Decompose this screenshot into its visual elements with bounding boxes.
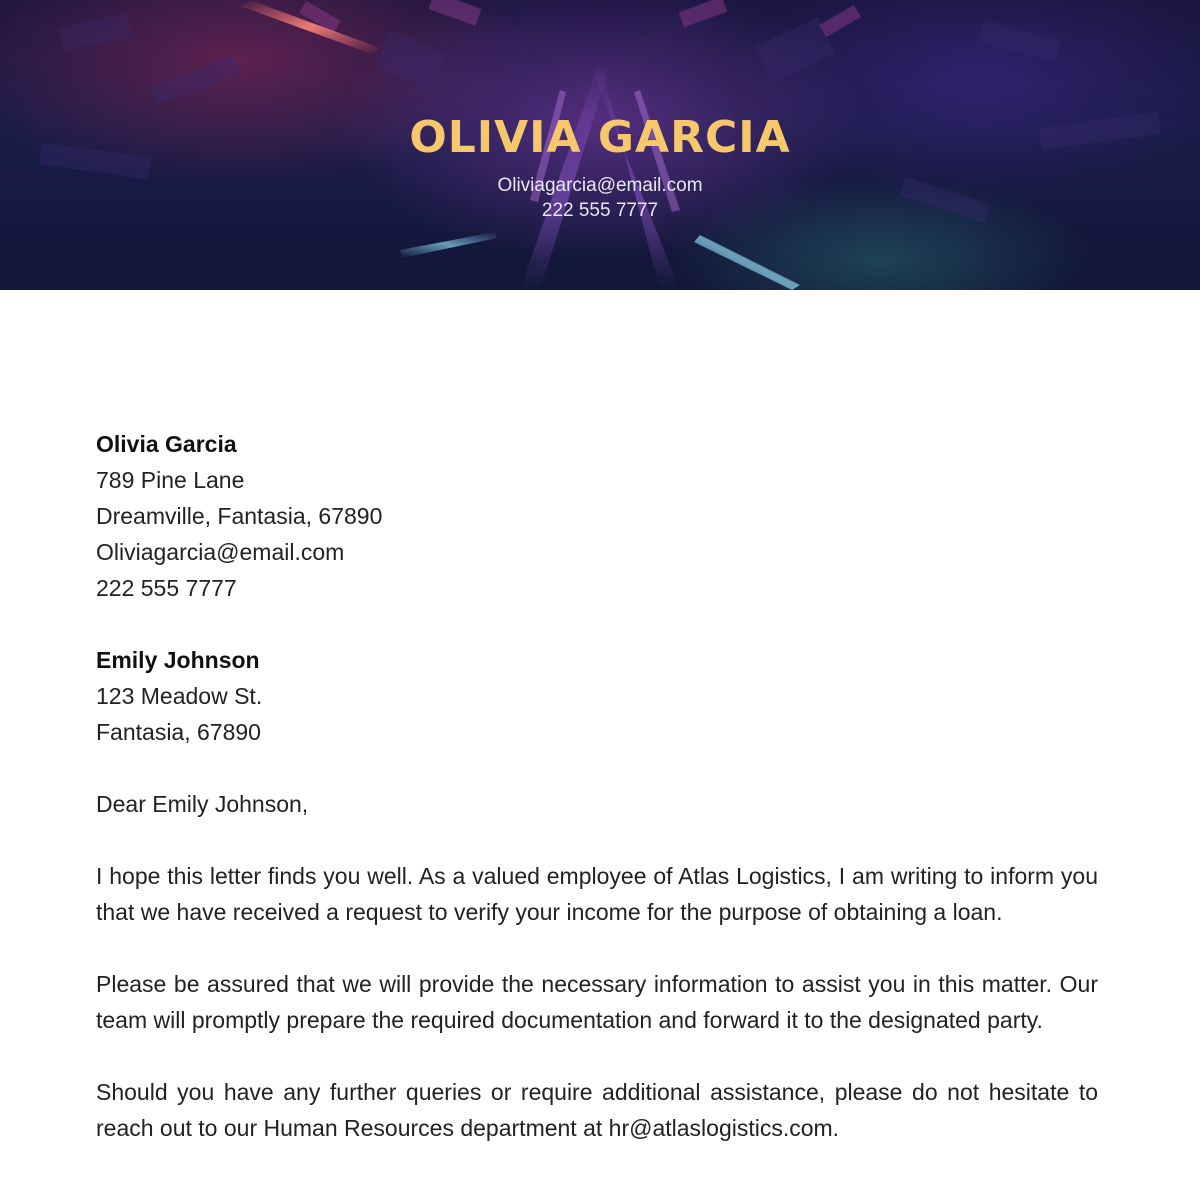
header-email: Oliviagarcia@email.com [497, 175, 703, 196]
recipient-name: Emily Johnson [96, 647, 260, 673]
sender-address-block [96, 426, 1098, 606]
sender-phone: 222 555 7777 [96, 575, 237, 601]
header-phone: 222 555 7777 [541, 200, 659, 221]
letter-body [96, 426, 1098, 1182]
body-paragraph: I hope this letter finds you well. As a valued employee of Atlas Logistics, I am writing to inform you that we have received a request to verify your income for the purpose of obtaining a loan. [96, 863, 1098, 925]
header-banner [0, 0, 1200, 290]
sender-street: 789 Pine Lane [96, 467, 245, 493]
recipient-city-line: Fantasia, 67890 [96, 719, 261, 745]
sender-city-line: Dreamville, Fantasia, 67890 [96, 503, 383, 529]
sender-email: Oliviagarcia@email.com [96, 539, 345, 565]
recipient-address-block [96, 642, 1098, 750]
salutation: Dear Emily Johnson, [96, 791, 309, 817]
sender-name: Olivia Garcia [96, 431, 237, 457]
body-paragraph: Please be assured that we will provide the necessary information to assist you in this matter. Our team will promptly prepare the required documentation and forward it to the designated party. [96, 971, 1098, 1033]
body-paragraph: Should you have any further queries or require additional assistance, please do not hesitate to reach out to our Human Resources department at hr@atlaslogistics.com. [96, 1079, 1098, 1141]
recipient-street: 123 Meadow St. [96, 683, 263, 709]
header-name: OLIVIA GARCIA [409, 112, 791, 163]
